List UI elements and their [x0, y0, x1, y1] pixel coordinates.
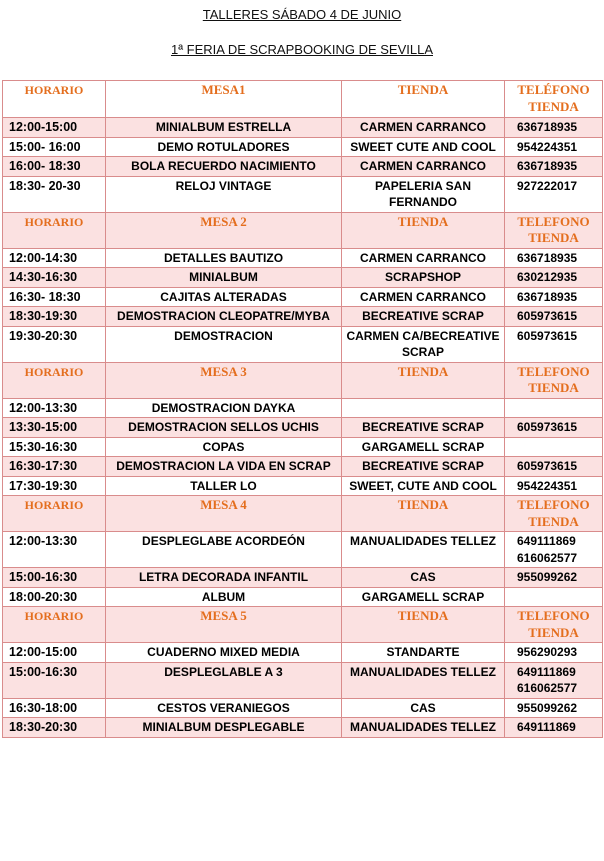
- header-time-cell: HORARIO: [3, 607, 106, 643]
- activity-cell: ALBUM: [106, 587, 342, 607]
- activity-cell: COPAS: [106, 437, 342, 457]
- time-cell: 15:30-16:30: [3, 437, 106, 457]
- activity-cell: DESPLEGLABE ACORDEÓN: [106, 532, 342, 568]
- table-row: [3, 457, 603, 477]
- table-row: [3, 418, 603, 438]
- phone-cell: 636718935: [505, 248, 603, 268]
- table-row: [3, 118, 603, 138]
- activity-cell: TALLER LO: [106, 476, 342, 496]
- time-cell: 16:30-18:00: [3, 698, 106, 718]
- table-row: [3, 587, 603, 607]
- table-row: [3, 643, 603, 663]
- store-cell: SCRAPSHOP: [342, 268, 505, 288]
- section-header-row: [3, 212, 603, 248]
- table-row: [3, 532, 603, 568]
- table-row: [3, 698, 603, 718]
- store-cell: SWEET CUTE AND COOL: [342, 137, 505, 157]
- table-row: [3, 476, 603, 496]
- time-cell: 12:00-15:00: [3, 643, 106, 663]
- store-cell: GARGAMELL SCRAP: [342, 437, 505, 457]
- activity-cell: DESPLEGLABLE A 3: [106, 662, 342, 698]
- phone-cell: 636718935: [505, 157, 603, 177]
- table-row: [3, 287, 603, 307]
- store-cell: [342, 398, 505, 418]
- phone-cell: 636718935: [505, 287, 603, 307]
- phone-cell: 956290293: [505, 643, 603, 663]
- time-cell: 18:00-20:30: [3, 587, 106, 607]
- time-cell: 14:30-16:30: [3, 268, 106, 288]
- time-cell: 12:00-15:00: [3, 118, 106, 138]
- table-row: [3, 662, 603, 698]
- header-time-cell: HORARIO: [3, 212, 106, 248]
- time-cell: 12:00-13:30: [3, 532, 106, 568]
- time-cell: 16:00- 18:30: [3, 157, 106, 177]
- activity-cell: DEMOSTRACION LA VIDA EN SCRAP: [106, 457, 342, 477]
- store-cell: CARMEN CARRANCO: [342, 287, 505, 307]
- phone-cell: 649111869: [505, 718, 603, 738]
- time-cell: 18:30-20:30: [3, 718, 106, 738]
- store-cell: SWEET, CUTE AND COOL: [342, 476, 505, 496]
- phone-cell: 649111869 616062577: [505, 662, 603, 698]
- store-cell: CAS: [342, 698, 505, 718]
- activity-cell: CAJITAS ALTERADAS: [106, 287, 342, 307]
- activity-cell: RELOJ VINTAGE: [106, 176, 342, 212]
- activity-cell: DETALLES BAUTIZO: [106, 248, 342, 268]
- table-row: [3, 326, 603, 362]
- store-cell: STANDARTE: [342, 643, 505, 663]
- header-time-cell: HORARIO: [3, 81, 106, 118]
- table-row: [3, 176, 603, 212]
- phone-cell: 954224351: [505, 476, 603, 496]
- time-cell: 12:00-14:30: [3, 248, 106, 268]
- table-row: [3, 398, 603, 418]
- header-activity-cell: MESA 2: [106, 212, 342, 248]
- section-header-row: [3, 607, 603, 643]
- activity-cell: DEMOSTRACION DAYKA: [106, 398, 342, 418]
- phone-cell: 955099262: [505, 568, 603, 588]
- header-phone-cell: TELÉFONO TIENDA: [505, 81, 603, 118]
- time-cell: 16:30-17:30: [3, 457, 106, 477]
- time-cell: 18:30-19:30: [3, 307, 106, 327]
- header-time-cell: HORARIO: [3, 496, 106, 532]
- activity-cell: LETRA DECORADA INFANTIL: [106, 568, 342, 588]
- table-row: [3, 157, 603, 177]
- time-cell: 16:30- 18:30: [3, 287, 106, 307]
- store-cell: MANUALIDADES TELLEZ: [342, 718, 505, 738]
- time-cell: 15:00- 16:00: [3, 137, 106, 157]
- page-subtitle: 1ª FERIA DE SCRAPBOOKING DE SEVILLA: [170, 42, 433, 57]
- header-activity-cell: MESA1: [106, 81, 342, 118]
- activity-cell: CUADERNO MIXED MEDIA: [106, 643, 342, 663]
- phone-cell: 605973615: [505, 457, 603, 477]
- header-store-cell: TIENDA: [342, 607, 505, 643]
- header-store-cell: TIENDA: [342, 496, 505, 532]
- phone-cell: 636718935: [505, 118, 603, 138]
- store-cell: CARMEN CA/BECREATIVE SCRAP: [342, 326, 505, 362]
- store-cell: CARMEN CARRANCO: [342, 157, 505, 177]
- phone-cell: 605973615: [505, 307, 603, 327]
- header-phone-cell: TELEFONO TIENDA: [505, 496, 603, 532]
- header-activity-cell: MESA 5: [106, 607, 342, 643]
- header-store-cell: TIENDA: [342, 212, 505, 248]
- activity-cell: DEMO ROTULADORES: [106, 137, 342, 157]
- section-header-row: [3, 81, 603, 118]
- activity-cell: MINIALBUM ESTRELLA: [106, 118, 342, 138]
- time-cell: 17:30-19:30: [3, 476, 106, 496]
- store-cell: MANUALIDADES TELLEZ: [342, 662, 505, 698]
- page-title: TALLERES SÁBADO 4 DE JUNIO: [202, 7, 402, 22]
- header-store-cell: TIENDA: [342, 362, 505, 398]
- table-row: [3, 568, 603, 588]
- section-header-row: [3, 496, 603, 532]
- table-row: [3, 268, 603, 288]
- store-cell: BECREATIVE SCRAP: [342, 457, 505, 477]
- time-cell: 12:00-13:30: [3, 398, 106, 418]
- phone-cell: 630212935: [505, 268, 603, 288]
- phone-cell: 605973615: [505, 326, 603, 362]
- phone-cell: [505, 398, 603, 418]
- header-phone-cell: TELEFONO TIENDA: [505, 212, 603, 248]
- activity-cell: DEMOSTRACION: [106, 326, 342, 362]
- phone-cell: 649111869 616062577: [505, 532, 603, 568]
- activity-cell: CESTOS VERANIEGOS: [106, 698, 342, 718]
- store-cell: MANUALIDADES TELLEZ: [342, 532, 505, 568]
- table-row: [3, 437, 603, 457]
- time-cell: 15:00-16:30: [3, 662, 106, 698]
- time-cell: 18:30- 20-30: [3, 176, 106, 212]
- activity-cell: MINIALBUM DESPLEGABLE: [106, 718, 342, 738]
- header-activity-cell: MESA 4: [106, 496, 342, 532]
- schedule-body: [3, 81, 603, 738]
- header-store-cell: TIENDA: [342, 81, 505, 118]
- activity-cell: DEMOSTRACION CLEOPATRE/MYBA: [106, 307, 342, 327]
- time-cell: 19:30-20:30: [3, 326, 106, 362]
- phone-cell: 955099262: [505, 698, 603, 718]
- header-phone-cell: TELEFONO TIENDA: [505, 362, 603, 398]
- phone-cell: [505, 437, 603, 457]
- store-cell: BECREATIVE SCRAP: [342, 307, 505, 327]
- section-header-row: [3, 362, 603, 398]
- table-row: [3, 718, 603, 738]
- schedule-table: [2, 80, 603, 738]
- table-row: [3, 307, 603, 327]
- store-cell: CARMEN CARRANCO: [342, 248, 505, 268]
- time-cell: 15:00-16:30: [3, 568, 106, 588]
- activity-cell: BOLA RECUERDO NACIMIENTO: [106, 157, 342, 177]
- header-phone-cell: TELEFONO TIENDA: [505, 607, 603, 643]
- store-cell: BECREATIVE SCRAP: [342, 418, 505, 438]
- phone-cell: 927222017: [505, 176, 603, 212]
- header-time-cell: HORARIO: [3, 362, 106, 398]
- table-row: [3, 137, 603, 157]
- store-cell: GARGAMELL SCRAP: [342, 587, 505, 607]
- phone-cell: 954224351: [505, 137, 603, 157]
- header-activity-cell: MESA 3: [106, 362, 342, 398]
- time-cell: 13:30-15:00: [3, 418, 106, 438]
- store-cell: CAS: [342, 568, 505, 588]
- phone-cell: [505, 587, 603, 607]
- table-row: [3, 248, 603, 268]
- phone-cell: 605973615: [505, 418, 603, 438]
- activity-cell: MINIALBUM: [106, 268, 342, 288]
- store-cell: PAPELERIA SAN FERNANDO: [342, 176, 505, 212]
- store-cell: CARMEN CARRANCO: [342, 118, 505, 138]
- activity-cell: DEMOSTRACION SELLOS UCHIS: [106, 418, 342, 438]
